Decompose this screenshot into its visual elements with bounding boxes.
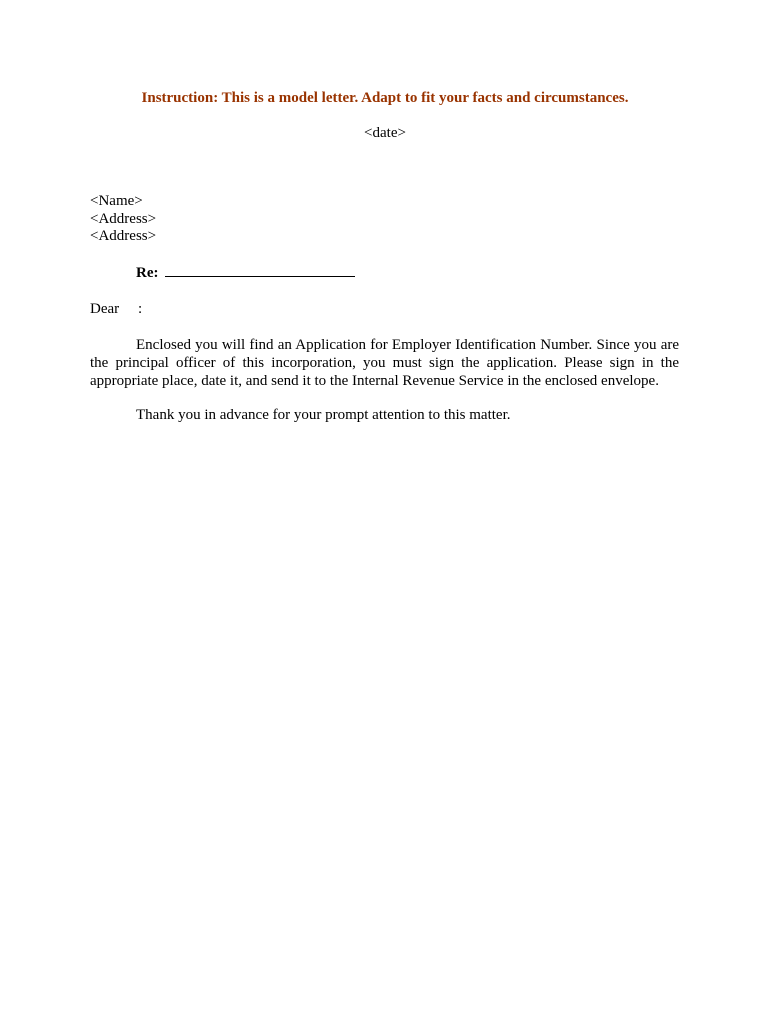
salutation xyxy=(90,299,142,319)
body-paragraph-enclosed: Enclosed you will find an Application for Employer Identification Number. Since you are the principal officer of this incorporation, you must sign the application. Please sign in the appropriate place, date it, and send it to the Internal Revenue Service in the enclosed envelope. xyxy=(90,337,679,389)
re-label: Re: xyxy=(136,265,159,281)
re-line xyxy=(136,262,355,283)
salutation-colon: : xyxy=(138,301,143,317)
body-paragraph-thank-you: Thank you in advance for your prompt attention to this matter. xyxy=(136,407,511,423)
recipient-address-line-1: <Address> xyxy=(90,210,157,227)
recipient-address-line-2: <Address> xyxy=(90,228,157,244)
recipient-name: <Name> xyxy=(90,193,143,209)
recipient-address-block xyxy=(90,193,156,246)
re-blank-line xyxy=(165,262,355,277)
letter-date: <date> xyxy=(364,125,406,141)
salutation-dear: Dear xyxy=(90,301,120,317)
instruction-heading: Instruction: This is a model letter. Adapt to fit your facts and circumstances. xyxy=(141,90,629,106)
